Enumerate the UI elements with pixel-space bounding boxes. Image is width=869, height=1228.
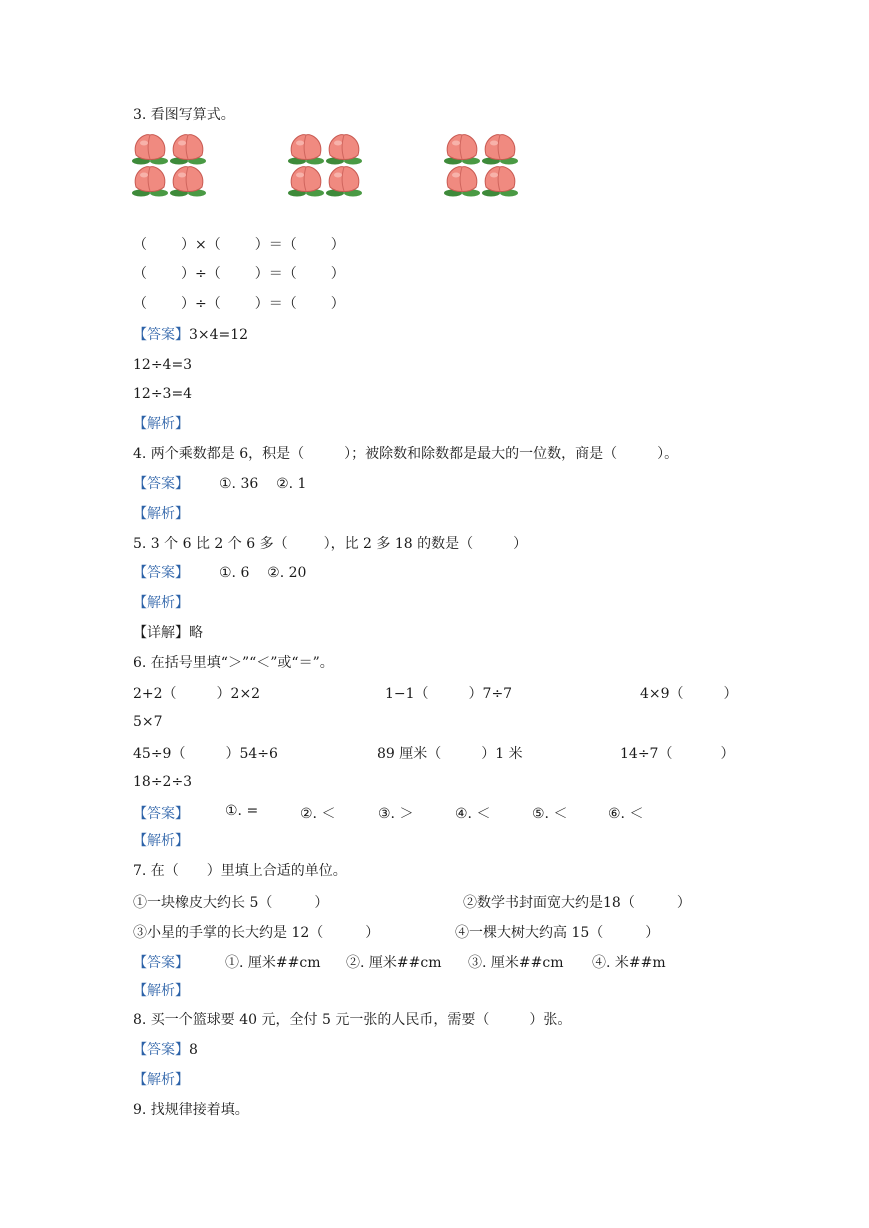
q3-answer-line-2: 12÷4=3 xyxy=(133,357,193,373)
q3-title: 3. 看图写算式。 xyxy=(133,107,235,123)
q6-answer-1: ①. = xyxy=(225,803,259,819)
q6-answer-5: ⑤. ＜ xyxy=(532,806,568,822)
q9-title: 9. 找规律接着填。 xyxy=(133,1102,249,1118)
q8-answer: 【答案】8 xyxy=(133,1042,198,1058)
answer-tag: 【答案】 xyxy=(133,565,189,581)
q8-question: 8. 买一个篮球要 40 元，全付 5 元一张的人民币，需要（ ）张。 xyxy=(133,1012,572,1028)
q7-item-3: ③小星的手掌的长大约是 12（ ） xyxy=(133,925,380,941)
q4-question: 4. 两个乘数都是 6，积是（ ）；被除数和除数都是最大的一位数，商是（ ）。 xyxy=(133,446,679,462)
peach-group-2 xyxy=(288,132,364,198)
q3-equation-row-1: （ ）×（ ）＝（ ） xyxy=(133,237,345,253)
peach-icon xyxy=(444,132,520,198)
answer-tag: 【答案】 xyxy=(133,476,189,492)
q7-item-1: ①一块橡皮大约长 5（ ） xyxy=(133,895,329,911)
answer-tag: 【答案】 xyxy=(133,1042,189,1058)
q6-title: 6. 在括号里填“＞”“＜”或“＝”。 xyxy=(133,655,334,671)
q3-answer-line-3: 12÷3=4 xyxy=(133,386,193,402)
q3-analysis: 【解析】 xyxy=(133,416,189,432)
q6-answer-2: ②. ＜ xyxy=(300,806,336,822)
q3-answer: 【答案】3×4=12 xyxy=(133,327,249,343)
q6-answer-4: ④. ＜ xyxy=(455,806,491,822)
q7-answer-3: ③. 厘米##cm xyxy=(468,955,564,971)
q6-item-5: 89 厘米（ ）1 米 xyxy=(377,746,523,762)
q7-answer-2: ②. 厘米##cm xyxy=(346,955,442,971)
q5-detail: 【详解】略 xyxy=(133,625,203,641)
answer-tag: 【答案】 xyxy=(133,806,189,822)
operator: ÷ xyxy=(195,266,207,282)
peach-icon xyxy=(132,132,208,198)
answer-tag: 【答案】 xyxy=(133,955,189,971)
q7-answer-4: ④. 米##m xyxy=(592,955,666,971)
q6-item-2: 1−1（ ）7÷7 xyxy=(385,686,513,702)
q6-item-6: 14÷7（ ） xyxy=(620,746,735,762)
q6-item-6-wrap: 18÷2÷3 xyxy=(133,774,193,790)
peach-group-3 xyxy=(444,132,520,198)
q6-item-1: 2+2（ ）2×2 xyxy=(133,686,261,702)
q6-item-3: 4×9（ ） xyxy=(640,686,738,702)
q7-item-2: ②数学书封面宽大约是18（ ） xyxy=(463,895,691,911)
q6-answer-6: ⑥. ＜ xyxy=(608,806,644,822)
q4-answer: 【答案】 ①. 36 ②. 1 xyxy=(133,476,307,492)
q6-analysis: 【解析】 xyxy=(133,833,189,849)
q5-analysis: 【解析】 xyxy=(133,595,189,611)
q3-equation-row-2: （ ）÷（ ）＝（ ） xyxy=(133,266,345,282)
q7-analysis: 【解析】 xyxy=(133,983,189,999)
operator: ÷ xyxy=(195,296,207,312)
peach-icon xyxy=(288,132,364,198)
operator: × xyxy=(195,237,207,253)
q8-analysis: 【解析】 xyxy=(133,1072,189,1088)
q6-item-4: 45÷9（ ）54÷6 xyxy=(133,746,278,762)
peach-group-1 xyxy=(132,132,208,198)
answer-tag: 【答案】 xyxy=(133,327,189,343)
q7-item-4: ④一棵大树大约高 15（ ） xyxy=(455,925,660,941)
q6-answer-3: ③. ＞ xyxy=(378,806,414,822)
q6-item-3-wrap: 5×7 xyxy=(133,714,163,730)
q7-title: 7. 在（ ）里填上合适的单位。 xyxy=(133,863,347,879)
q4-analysis: 【解析】 xyxy=(133,506,189,522)
q5-question: 5. 3 个 6 比 2 个 6 多（ ），比 2 多 18 的数是（ ） xyxy=(133,536,528,552)
q7-answer-1: ①. 厘米##cm xyxy=(225,955,321,971)
q3-equation-row-3: （ ）÷（ ）＝（ ） xyxy=(133,296,345,312)
q5-answer: 【答案】 ①. 6 ②. 20 xyxy=(133,565,307,581)
